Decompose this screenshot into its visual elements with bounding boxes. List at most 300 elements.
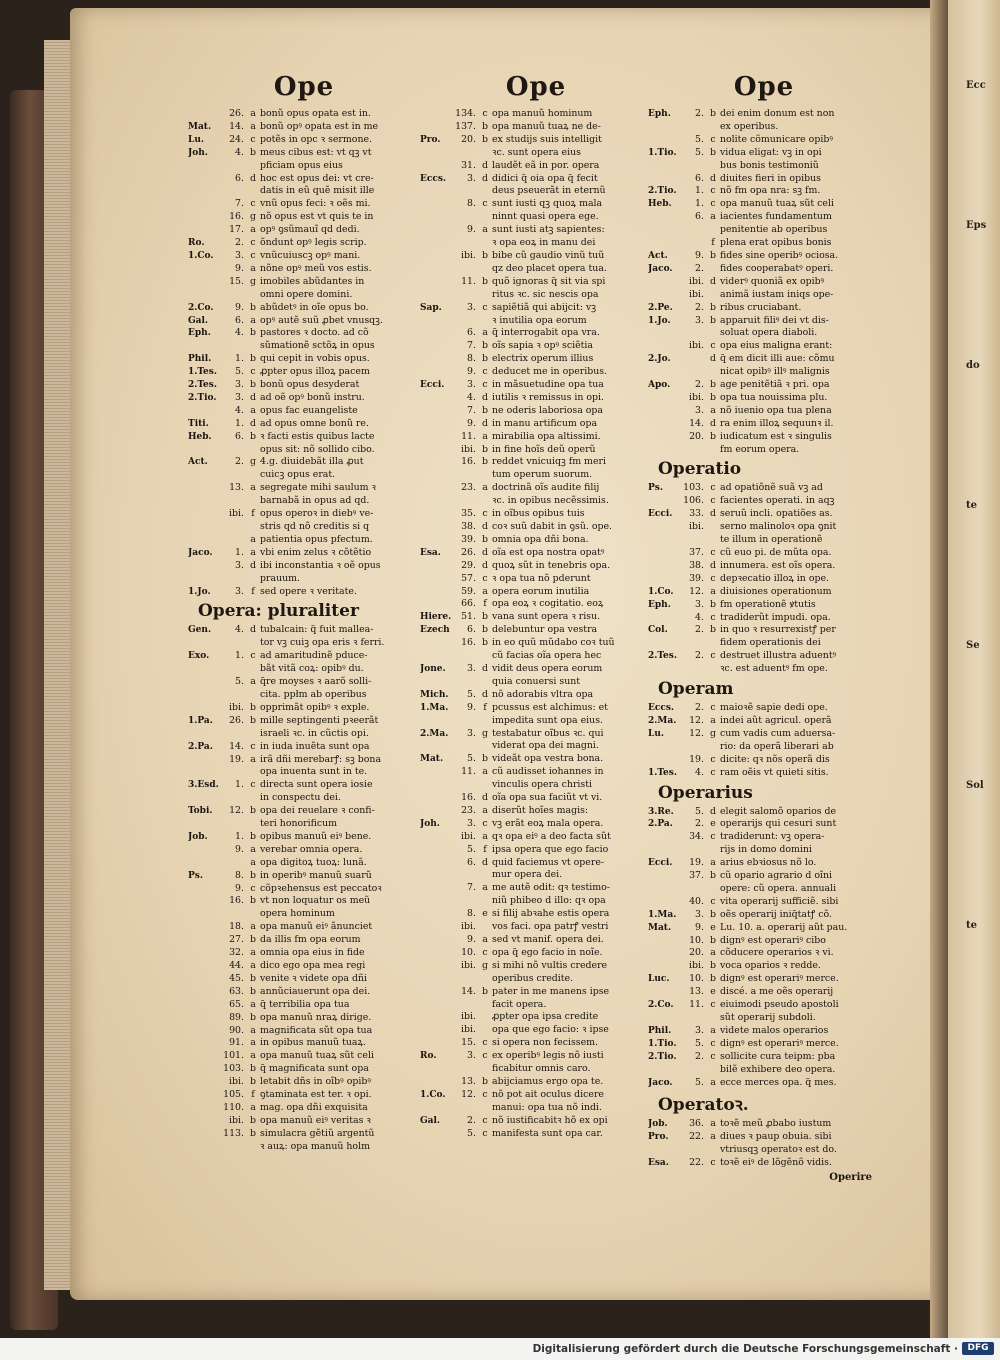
section-letter: c (482, 108, 488, 119)
chapter-number: 16. (461, 637, 476, 649)
section-letter: c (250, 779, 256, 791)
chapter-number: 3. (695, 908, 704, 920)
section-letter: a (482, 766, 488, 778)
section-letter (480, 211, 490, 224)
book-reference (420, 185, 454, 198)
entry-text: rio: da operã liberari ab (720, 740, 834, 752)
chapter-number (682, 121, 708, 134)
section-letter (480, 779, 490, 792)
entry-text: oĩa opa sua faciũt vt vi. (492, 792, 603, 804)
section-letter: c (710, 753, 716, 765)
section-letter: a (710, 1024, 716, 1036)
book-reference (420, 289, 454, 302)
section-letter: b (249, 1011, 256, 1023)
chapter-number: 29. (461, 559, 476, 571)
entry-text: nõne opꝰ meũ vos estis. (260, 262, 372, 274)
chapter-number (222, 637, 248, 650)
book-reference (648, 741, 682, 754)
entry-text: coꝛ suũ dabit in ꝯsũ. ope. (492, 521, 613, 532)
entry-text: hoc est opus dei: vt cre- (260, 172, 374, 184)
book-reference (420, 1011, 454, 1024)
section-letter: d (481, 792, 488, 804)
book-reference (648, 392, 682, 405)
chapter-number: 9. (467, 366, 476, 378)
index-entry (648, 224, 880, 237)
book-reference (188, 792, 222, 805)
section-letter: c (482, 1114, 488, 1126)
index-entry (648, 418, 880, 431)
entry-text: vidit deus opera eorum (492, 662, 603, 674)
index-entry (188, 702, 420, 715)
section-letter: a (250, 546, 256, 558)
chapter-number (682, 1064, 708, 1077)
entry-text: nolite cõmunicare opibꝰ (720, 133, 833, 145)
section-letter: b (709, 391, 716, 403)
book-reference: Jone. (420, 663, 446, 674)
index-entry (648, 482, 880, 495)
index-entry (420, 715, 652, 728)
section-letter: b (481, 753, 488, 765)
index-entry (188, 1141, 420, 1154)
index-entry (648, 637, 880, 650)
index-entry (420, 366, 652, 379)
section-letter: c (482, 572, 488, 584)
book-reference (420, 805, 454, 818)
book-reference (420, 1128, 454, 1141)
entry-text: opa manuũ hominum (492, 108, 593, 119)
chapter-number (682, 1144, 708, 1157)
entry-text: opa eius maligna erant: (720, 340, 833, 352)
chapter-number: ibi. (229, 1076, 244, 1088)
book-reference: Heb. (188, 431, 212, 442)
section-letter: g (249, 211, 256, 223)
chapter-number: 1. (695, 185, 704, 197)
index-entry (420, 702, 652, 715)
index-entry (188, 263, 420, 276)
section-letter (708, 121, 718, 134)
chapter-number: 3. (467, 817, 476, 829)
chapter-number: 19. (229, 753, 244, 765)
book-reference (188, 1128, 222, 1141)
section-letter (248, 818, 258, 831)
index-entry (188, 624, 420, 637)
section-letter (248, 792, 258, 805)
entry-text: ꝯtaminata est ter. ꝛ opi. (260, 1089, 372, 1101)
book-reference (188, 108, 222, 121)
entry-text: q̃ em dicit illi aue: cõmu (720, 353, 835, 365)
section-letter: e (710, 818, 716, 830)
entry-text: õndunt opꝰ legis scrip. (260, 237, 367, 249)
entry-text: cuicꝫ opus erat. (260, 469, 336, 481)
chapter-number: 9. (467, 701, 476, 713)
book-reference (648, 1012, 682, 1025)
chapter-number: 12. (229, 805, 244, 817)
chapter-number (222, 792, 248, 805)
entry-text: ꝛ inutilia opa eorum (492, 314, 587, 326)
chapter-number: 16. (229, 211, 244, 223)
entry-text: quid faciemus vt opere- (492, 856, 605, 868)
book-reference (188, 908, 222, 921)
chapter-number: 2. (695, 301, 704, 313)
section-letter: b (709, 973, 716, 985)
chapter-number: 3. (467, 727, 476, 739)
index-entry (188, 715, 420, 728)
section-letter: a (710, 1131, 716, 1143)
book-reference (420, 250, 454, 263)
index-entry (648, 315, 880, 328)
chapter-number (454, 740, 480, 753)
book-reference (648, 289, 682, 302)
chapter-number (222, 728, 248, 741)
section-letter: a (250, 998, 256, 1010)
entry-text: verebar omnia opera. (260, 843, 363, 855)
book-reference: Eph. (648, 109, 671, 119)
section-letter: a (710, 857, 716, 869)
entry-text: te illum in operationẽ (720, 534, 823, 546)
chapter-number: 57. (461, 572, 476, 584)
chapter-number: 14. (689, 417, 704, 429)
entry-text: fides sine operibꝰ ociosa. (720, 249, 839, 261)
adjacent-page-fragment: Sol (966, 780, 984, 791)
chapter-number (222, 857, 248, 870)
book-reference: 1.Co. (648, 586, 674, 597)
section-letter: a (250, 676, 256, 688)
section-letter: c (710, 572, 716, 584)
entry-text: ꝛc. est aduentꝰ fm ope. (720, 663, 828, 675)
book-reference (188, 1102, 222, 1115)
section-letter: d (481, 159, 488, 171)
book-reference (420, 263, 454, 276)
section-letter: c (482, 198, 488, 210)
entry-text: ad oẽ opꝰ bonũ instru. (260, 391, 365, 403)
entry-text: viderꝰ quoniã ex opibꝰ (720, 275, 825, 287)
section-letter: b (249, 714, 256, 726)
entry-text: opa eoꝝ ꝛ cogitatio. eoꝝ (492, 598, 604, 610)
index-entry (648, 340, 880, 353)
section-letter (708, 444, 718, 457)
book-reference (188, 1012, 222, 1025)
chapter-number: 35. (461, 508, 476, 520)
section-letter: d (481, 172, 488, 184)
index-entry (188, 779, 420, 792)
entry-text: magnificata sũt opa tua (260, 1024, 373, 1036)
chapter-number (222, 1141, 248, 1154)
section-letter (480, 676, 490, 689)
chapter-number: 5. (467, 843, 476, 855)
book-reference: Ecci. (648, 509, 673, 520)
entry-text: sũt operarij subdoli. (720, 1012, 816, 1023)
chapter-number: 5. (695, 1076, 704, 1088)
footer-bar (0, 1338, 1000, 1360)
chapter-number: 6. (467, 856, 476, 868)
book-reference: Pro. (420, 134, 441, 145)
section-letter: a (250, 856, 256, 868)
entry-text: oĩa est opa nostra opatꝰ (492, 546, 605, 558)
index-entry (188, 766, 420, 779)
chapter-number (454, 1102, 480, 1115)
section-letter: d (709, 805, 716, 817)
entry-text: q̃ interrogabit opa vra. (492, 327, 600, 339)
chapter-number: 19. (689, 753, 704, 765)
book-reference: 2.Ma. (420, 728, 449, 739)
section-letter: a (482, 882, 488, 894)
index-entry (420, 379, 652, 392)
book-reference (420, 857, 454, 870)
book-reference (188, 160, 222, 173)
chapter-number: 9. (235, 882, 244, 894)
book-reference (648, 663, 682, 676)
chapter-number (682, 366, 708, 379)
section-letter (708, 844, 718, 857)
index-entry (420, 973, 652, 986)
book-reference (648, 495, 682, 508)
book-reference (420, 469, 454, 482)
section-letter: b (249, 146, 256, 158)
section-letter: f (483, 598, 487, 610)
index-entry (648, 250, 880, 263)
chapter-number: 15. (461, 1037, 476, 1049)
section-letter: a (250, 1050, 256, 1062)
index-entry (188, 908, 420, 921)
book-reference (648, 224, 682, 237)
section-letter: b (709, 960, 716, 972)
chapter-number: 32. (229, 947, 244, 959)
book-reference (648, 831, 682, 844)
book-reference (648, 573, 682, 586)
section-heading: Operatio (658, 459, 742, 480)
chapter-number: 6. (235, 172, 244, 184)
chapter-number (454, 676, 480, 689)
chapter-number: 3. (695, 598, 704, 610)
chapter-number: 3. (467, 172, 476, 184)
section-letter (708, 160, 718, 173)
entry-text: si mihi nõ vultis credere (492, 959, 608, 971)
book-reference (648, 431, 682, 444)
entry-text: vos faci. opa patrꝭ vestri (492, 921, 609, 933)
book-reference (420, 573, 454, 586)
index-entry (188, 870, 420, 883)
book-reference: 1.Jo. (648, 315, 671, 326)
chapter-number: 11. (461, 766, 476, 778)
chapter-number: 6. (695, 172, 704, 184)
book-reference: 2.Co. (648, 1000, 674, 1011)
chapter-number (682, 353, 708, 366)
entry-text: viderat opa dei magni. (492, 740, 599, 752)
section-letter: d (481, 546, 488, 558)
chapter-number: 2. (695, 262, 704, 274)
index-entry (420, 108, 652, 121)
section-letter: f (483, 701, 487, 713)
section-letter: b (481, 275, 488, 287)
chapter-number: 27. (229, 934, 244, 946)
chapter-number: 6. (235, 430, 244, 442)
entry-text: iacientes fundamentum (720, 211, 832, 223)
index-entry (420, 469, 652, 482)
book-reference: 1.Ma. (648, 909, 677, 920)
entry-text: 4.g. diuidebãt illa ꝓut (260, 456, 364, 468)
chapter-number: 5. (467, 753, 476, 765)
section-letter: b (249, 972, 256, 984)
section-letter (248, 495, 258, 508)
index-entry (420, 921, 652, 934)
index-entry (420, 547, 652, 560)
index-entry (648, 134, 880, 147)
section-letter: b (249, 934, 256, 946)
book-reference (648, 534, 682, 547)
entry-text: omnia opa dñi bona. (492, 533, 589, 545)
book-reference (188, 947, 222, 960)
index-entry (188, 547, 420, 560)
book-reference (188, 173, 222, 186)
section-letter: c (710, 1050, 716, 1062)
section-letter (480, 315, 490, 328)
index-entry (648, 896, 880, 909)
entry-text: dignꝰ est operariꝰ merce. (720, 1037, 839, 1049)
section-letter (708, 224, 718, 237)
entry-text: ex studijs suis intelligit (492, 133, 602, 145)
book-reference (188, 818, 222, 831)
section-letter (248, 444, 258, 457)
book-reference: Pro. (648, 1132, 669, 1143)
book-reference (420, 521, 454, 534)
chapter-number: 137. (455, 120, 476, 132)
index-entry (648, 121, 880, 134)
entry-text: bilẽ exhibere deo opera. (720, 1063, 836, 1075)
entry-text: cũ facias oĩa opera hec (492, 650, 602, 662)
book-reference (420, 108, 454, 121)
book-reference (188, 508, 222, 521)
chapter-number: 9. (467, 934, 476, 945)
book-reference (648, 844, 682, 857)
section-letter: a (250, 120, 256, 132)
entry-text: serno malinoloꝛ opa ꝯnit (720, 521, 837, 533)
index-entry (420, 844, 652, 857)
section-letter: b (249, 1127, 256, 1139)
book-reference: Act. (188, 457, 208, 468)
index-entry (648, 1077, 880, 1090)
book-reference (420, 844, 454, 857)
chapter-number: 11. (461, 275, 476, 287)
index-entry (420, 405, 652, 418)
chapter-number: 90. (229, 1024, 244, 1036)
section-letter (248, 573, 258, 586)
chapter-number (682, 444, 708, 457)
chapter-number (682, 237, 708, 250)
book-reference: Phil. (188, 354, 212, 365)
section-letter: b (709, 430, 716, 442)
index-entry (648, 818, 880, 831)
section-letter: a (710, 714, 716, 726)
index-entry (420, 121, 652, 134)
section-heading: Operarius (658, 782, 753, 803)
entry-text: maioꝛẽ sapie dedi ope. (720, 702, 828, 714)
book-reference: 2.Pe. (648, 302, 673, 313)
entry-text: opa digitoꝝ tuoꝝ: lunã. (260, 856, 367, 868)
section-letter: a (250, 262, 256, 274)
chapter-number (682, 160, 708, 173)
index-entry (420, 534, 652, 547)
index-entry (648, 534, 880, 547)
section-heading: Operam (658, 679, 734, 700)
index-entry (188, 921, 420, 934)
section-letter: a (710, 585, 716, 597)
index-entry (648, 302, 880, 315)
entry-text: tradiderũt impudi. opa. (720, 611, 831, 623)
entry-text: tubalcain: q̃ fuit mallea- (260, 624, 374, 636)
book-reference (188, 689, 222, 702)
index-entry (188, 185, 420, 198)
section-letter (708, 263, 718, 276)
book-reference (420, 1076, 454, 1089)
chapter-number (454, 185, 480, 198)
section-letter: a (482, 482, 488, 494)
book-reference (420, 934, 454, 947)
chapter-number: 17. (229, 224, 244, 236)
entry-text: ꝛ opa eoꝝ in manu dei (492, 237, 596, 249)
book-reference (420, 740, 454, 753)
index-entry (420, 444, 652, 457)
entry-text: opa manuũ nraꝝ dirige. (260, 1011, 372, 1023)
book-reference (648, 935, 682, 948)
book-reference (420, 431, 454, 444)
chapter-number: 3. (467, 379, 476, 391)
chapter-number: 3. (235, 249, 244, 261)
section-letter: c (250, 249, 256, 261)
entry-text: vnũcuiuscꝫ opꝰ mani. (260, 249, 361, 261)
chapter-number (454, 469, 480, 482)
chapter-number: 4. (695, 766, 704, 778)
chapter-number: 26. (229, 108, 244, 119)
chapter-number: ibi. (229, 508, 244, 520)
book-reference (648, 612, 682, 625)
book-reference: Ps. (648, 483, 663, 494)
book-reference (188, 1076, 222, 1089)
book-reference (188, 676, 222, 689)
entry-text: diues ꝛ paup obuia. sibi (720, 1131, 832, 1143)
book-reference (420, 586, 454, 599)
section-letter (480, 1102, 490, 1115)
entry-text: sed vt manif. opera dei. (492, 934, 604, 945)
section-letter: c (482, 1088, 488, 1100)
section-letter: d (481, 559, 488, 571)
entry-text: deducet me in operibus. (492, 366, 608, 378)
section-letter: b (249, 830, 256, 842)
book-reference (188, 921, 222, 934)
book-reference (420, 444, 454, 457)
section-letter: a (250, 753, 256, 765)
chapter-number: 3. (695, 404, 704, 416)
index-entry (420, 805, 652, 818)
book-reference (648, 444, 682, 457)
chapter-number: 5. (695, 133, 704, 145)
book-reference: Ecci. (420, 380, 445, 391)
entry-text: opa manuũ tuaꝝ ne de- (492, 120, 601, 132)
entry-text: opa q̃ ego facio in noĩe. (492, 946, 603, 958)
book-reference (420, 276, 454, 289)
index-entry (188, 469, 420, 482)
book-reference (420, 598, 454, 611)
index-entry (648, 1157, 880, 1170)
chapter-number (222, 534, 248, 547)
section-letter (248, 637, 258, 650)
chapter-number: 38. (689, 559, 704, 571)
entry-text: soluat opera diaboli. (720, 327, 818, 339)
index-entry (188, 831, 420, 844)
index-entry (420, 456, 652, 469)
section-letter: c (710, 185, 716, 197)
section-letter (708, 521, 718, 534)
entry-text: nõ iustificabitꝛ hõ ex opi (492, 1114, 608, 1126)
